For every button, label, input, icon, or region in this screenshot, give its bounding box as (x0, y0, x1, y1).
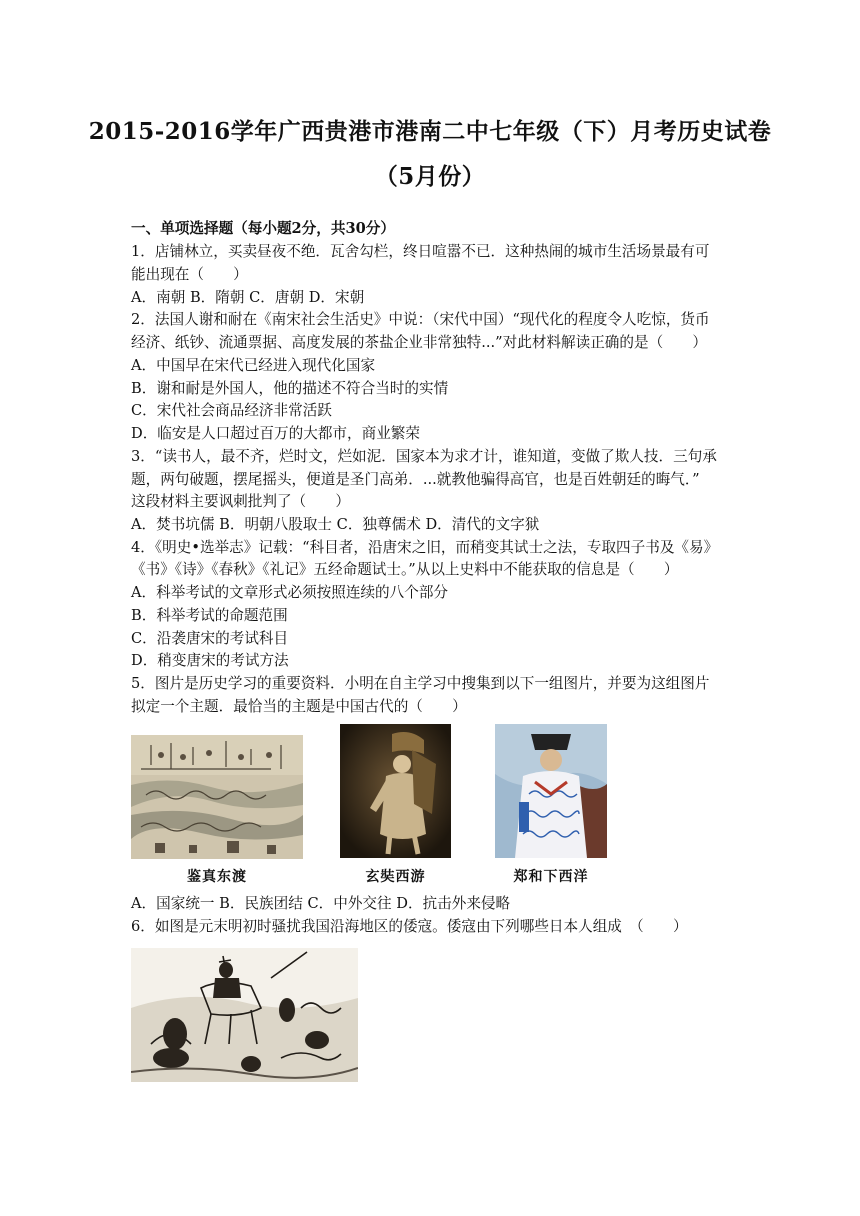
q2-option-d: D．临安是人口超过百万的大都市，商业繁荣 (131, 425, 420, 442)
zhenghe-voyage-image (495, 724, 607, 858)
q2-stem-cont: 经济、纸钞、流通票据、高度发展的茶盐企业非常独特...”对此材料解读正确的是（ ） (131, 334, 707, 351)
q1-options: A．南朝 B．隋朝 C．唐朝 D．宋朝 (131, 289, 365, 306)
q5-options: A．国家统一 B．民族团结 C．中外交往 D．抗击外来侵略 (131, 895, 511, 912)
q4-option-a: A．科举考试的文章形式必须按照连续的八个部分 (131, 584, 449, 601)
xuanzang-journey-image (340, 724, 451, 858)
japanese-pirates-image (131, 948, 358, 1082)
q5-stem-cont: 拟定一个主题．最恰当的主题是中国古代的（ ） (131, 698, 467, 715)
q4-stem: 4．《明史•选举志》记载：“科目者，沿唐宋之旧，而稍变其试士之法，专取四子书及《易》 (131, 539, 719, 556)
q6-stem: 6．如图是元末明初时骚扰我国沿海地区的倭寇。倭寇由下列哪些日本人组成 （ ） (131, 918, 688, 935)
q2-option-a: A．中国早在宋代已经进入现代化国家 (131, 357, 376, 374)
q5-caption-1: 鉴真东渡 (187, 869, 247, 885)
q4-option-d: D．稍变唐宋的考试方法 (131, 652, 289, 669)
jianzhen-voyage-image (131, 735, 303, 859)
q2-option-c: C．宋代社会商品经济非常活跃 (131, 402, 332, 419)
exam-title-line2: （5月份） (374, 163, 486, 190)
q4-stem-cont: 《书》《诗》《春秋》《礼记》五经命题试士。”从以上史料中不能获取的信息是（ ） (131, 561, 679, 578)
q4-option-c: C．沿袭唐宋的考试科目 (131, 630, 289, 647)
q1-stem-cont: 能出现在（ ） (131, 266, 248, 283)
section-heading: 一、单项选择题（每小题2分，共30分） (131, 220, 395, 237)
q5-stem: 5．图片是历史学习的重要资料．小明在自主学习中搜集到以下一组图片，并要为这组图片 (131, 675, 710, 692)
q5-caption-3: 郑和下西洋 (513, 869, 589, 885)
q3-stem-cont: 题，两句破题，摆尾摇头，便道是圣门高弟．...就教他骗得高官，也是百姓朝廷的晦气．” (131, 471, 700, 488)
q3-stem-cont2: 这段材料主要讽刺批判了（ ） (131, 493, 350, 510)
q3-options: A．焚书坑儒 B．明朝八股取士 C．独尊儒术 D．清代的文字狱 (131, 516, 540, 533)
exam-title-line1: 2015-2016学年广西贵港市港南二中七年级（下）月考历史试卷 (88, 118, 772, 145)
q4-option-b: B．科举考试的命题范围 (131, 607, 288, 624)
q2-stem: 2．法国人谢和耐在《南宋社会生活史》中说：（宋代中国）“现代化的程度令人吃惊，货币 (131, 311, 710, 328)
q5-caption-2: 玄奘西游 (365, 869, 426, 885)
q2-option-b: B．谢和耐是外国人，他的描述不符合当时的实情 (131, 380, 449, 397)
q3-stem: 3．“读书人，最不齐，烂时文，烂如泥．国家本为求才计，谁知道，变做了欺人技．三句承 (131, 448, 717, 465)
q1-stem: 1．店铺林立，买卖昼夜不绝．瓦舍勾栏，终日喧嚣不已．这种热闹的城市生活场景最有可 (131, 243, 710, 260)
